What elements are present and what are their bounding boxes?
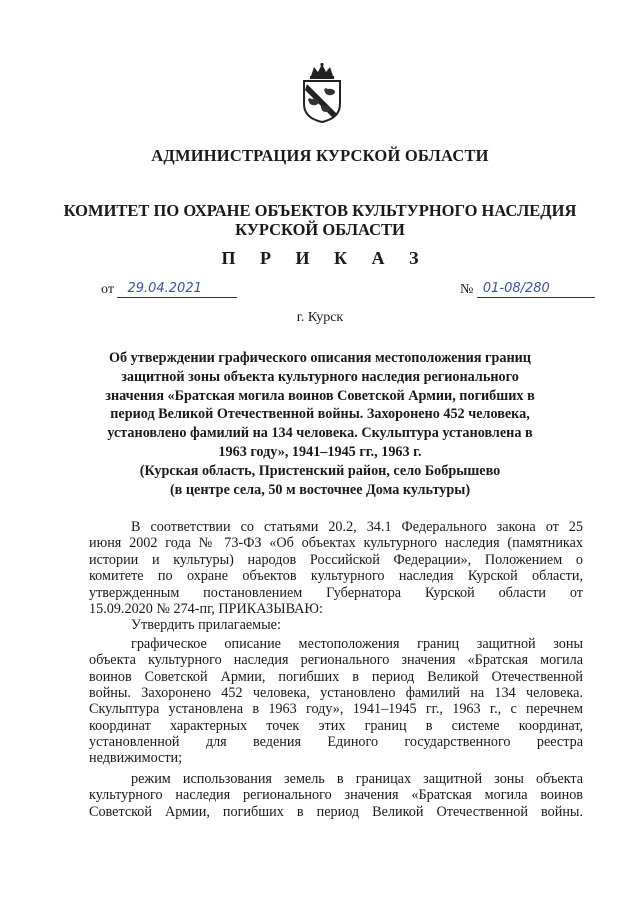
title-line: (Курская область, Пристенский район, село Бобрышево [139,462,501,479]
city-label: г. Курск [296,310,344,325]
body-line: истории и культуры) народов Российской Федерации», Положением о [89,551,583,568]
number-prefix: № [460,282,474,297]
body-line: Скульптура установлена в 1963 году», 1941–1945 гг., 1963 г., с перечнем [89,701,583,718]
body-line: июня 2002 года № 73-ФЗ «Об объектах культурного наследия (памятниках [89,535,583,552]
committee-heading-line1: КОМИТЕТ ПО ОХРАНЕ ОБЪЕКТОВ КУЛЬТУРНОГО НАСЛЕДИЯ [63,201,577,220]
title-line: защитной зоны объекта культурного наследия регионального [121,368,519,385]
body-line: 15.09.2020 № 274-пг, ПРИКАЗЫВАЮ: [89,600,323,617]
body-line: культурного наследия регионального значения «Братская могила воинов [89,787,583,804]
title-line: период Великой Отечественной войны. Захоронено 452 человека, [110,406,530,423]
committee-heading-line2: КУРСКОЙ ОБЛАСТИ [235,220,405,239]
order-title [0,349,640,499]
body-line: координат характерных точек этих границ в системе координат, [89,717,583,734]
administration-heading: АДМИНИСТРАЦИЯ КУРСКОЙ ОБЛАСТИ [151,146,489,165]
body-line: войны. Захоронено 452 человека, установлено фамилий на 134 человека. [89,684,583,701]
body-line: утвержденным постановлением Губернатора Курской области от [89,584,583,601]
order-number [460,282,595,298]
body-line: установленной для ведения Единого государственного реестра [89,734,583,751]
handwritten-number: 01-08/280 [482,281,550,296]
body-line: режим использования земель в границах защитной зоны объекта [131,770,583,787]
title-line: Об утверждении графического описания местоположения границ [108,350,531,366]
handwritten-date: 29.04.2021 [127,281,202,296]
title-line: (в центре села, 50 м восточнее Дома культуры) [169,481,471,498]
title-line: 1963 году», 1941–1945 гг., 1963 г. [218,443,422,460]
date-field [117,283,237,298]
body-line: Утвердить прилагаемые: [131,617,281,634]
document-type-heading: П Р И К А З [221,248,429,268]
body-line: воинов Советской Армии, погибших в период Великой Отечественной [89,668,583,685]
body-line: объекта культурного наследия регионального значения «Братская могила [89,652,583,669]
order-date [101,282,237,298]
body-line: недвижимости; [89,750,183,767]
body-line: графическое описание местоположения границ защитной зоны [131,635,583,652]
kursk-coat-of-arms-icon [299,62,345,124]
body-line: Советской Армии, погибших в период Великой Отечественной войны. [89,803,583,820]
title-line: значения «Братская могила воинов Советской Армии, погибших в [105,387,535,404]
date-prefix: от [101,282,114,297]
title-line: установлено фамилий на 134 человека. Скульптура установлена в [107,425,533,442]
body-line: В соответствии со статьями 20.2, 34.1 Федерального закона от 25 [131,519,583,535]
order-body [89,519,583,820]
body-line: комитете по охране объектов культурного наследия Курской области, [89,568,583,585]
number-field [477,283,595,298]
